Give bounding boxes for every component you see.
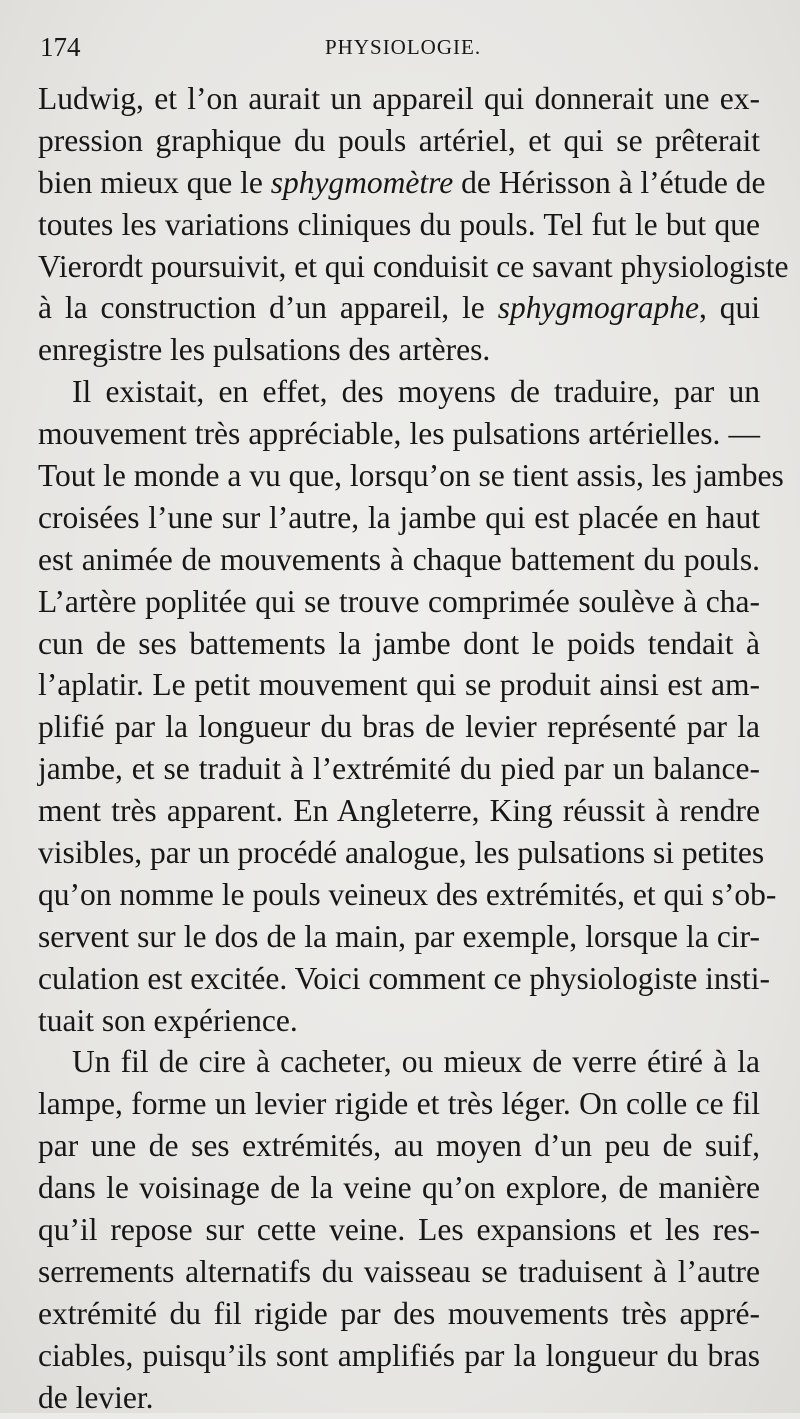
- text-run: culation est excitée. Voici comment ce physiologiste insti-: [38, 960, 770, 996]
- text-run: serrements alternatifs du vaisseau se traduisent à l’autre: [38, 1253, 760, 1289]
- text-line: [38, 162, 766, 204]
- text-run: extrémité du fil rigide par des mouvements très appré-: [38, 1295, 760, 1331]
- text-run: pression graphique du pouls artériel, et qui se prêterait: [38, 122, 760, 158]
- text-line: [38, 581, 760, 623]
- text-run: bien mieux que le: [38, 164, 271, 200]
- text-line: [38, 120, 760, 162]
- text-line: [38, 1041, 760, 1083]
- text-line: [38, 874, 777, 916]
- paragraph: [38, 371, 784, 1041]
- text-line: [38, 1251, 760, 1293]
- text-line: [38, 1377, 760, 1419]
- text-line: [38, 1125, 760, 1167]
- text-line: [38, 790, 760, 832]
- text-run: servent sur le dos de la main, par exemple, lorsque la cir-: [38, 918, 760, 954]
- paragraph: [38, 1041, 760, 1418]
- text-run: , qui: [698, 290, 760, 326]
- text-run: de levier.: [38, 1379, 154, 1415]
- text-run: ciables, puisqu’ils sont amplifiés par la longueur du bras: [38, 1337, 760, 1373]
- text-line: [38, 287, 760, 329]
- text-run: de Hérisson à l’étude de: [453, 164, 766, 200]
- text-line: [38, 1335, 760, 1377]
- text-run: L’artère poplitée qui se trouve comprimée soulève à cha-: [38, 583, 760, 619]
- body-text: [38, 78, 789, 1419]
- text-run: visibles, par un procédé analogue, les pulsations si petites: [38, 835, 765, 871]
- text-run: qu’on nomme le pouls veineux des extrémités, et qui s’ob-: [38, 876, 777, 912]
- italic-term: sphygmomètre: [270, 164, 454, 200]
- text-run: tuait son expérience.: [38, 1002, 298, 1038]
- text-run: Il existait, en effet, des moyens de traduire, par un: [72, 374, 760, 410]
- text-line: [38, 371, 760, 413]
- paragraph: [38, 78, 789, 371]
- text-line: [38, 1209, 760, 1251]
- text-line: [38, 832, 765, 874]
- text-line: [38, 78, 760, 120]
- text-line: [38, 329, 760, 371]
- text-run: Vierordt poursuivit, et qui conduisit ce savant physiologiste: [38, 248, 789, 284]
- text-line: [38, 204, 760, 246]
- text-run: plifié par la longueur du bras de levier représenté par la: [38, 709, 760, 745]
- text-run: dans le voisinage de la veine qu’on explore, de manière: [38, 1170, 760, 1206]
- text-run: Ludwig, et l’on aurait un appareil qui donnerait une ex-: [38, 81, 760, 116]
- text-run: jambe, et se traduit à l’extrémité du pied par un balance-: [38, 751, 760, 787]
- text-line: [38, 1293, 760, 1335]
- text-line: [38, 455, 784, 497]
- text-run: Tout le monde a vu que, lorsqu’on se tient assis, les jambes: [38, 458, 784, 494]
- text-line: [38, 1167, 760, 1209]
- italic-term: sphygmographe: [497, 290, 699, 326]
- text-line: [38, 413, 760, 455]
- text-line: [38, 916, 760, 958]
- text-line: [38, 664, 760, 706]
- page-number: 174: [40, 32, 81, 62]
- text-line: [38, 623, 760, 665]
- text-run: l’aplatir. Le petit mouvement qui se produit ainsi est am-: [38, 667, 760, 703]
- text-line: [38, 1000, 760, 1042]
- text-run: qu’il repose sur cette veine. Les expansions et les res-: [38, 1212, 760, 1248]
- text-run: est animée de mouvements à chaque battement du pouls.: [38, 541, 760, 577]
- text-run: mouvement très appréciable, les pulsations artérielles. —: [38, 416, 760, 452]
- text-run: lampe, forme un levier rigide et très léger. On colle ce fil: [38, 1086, 760, 1122]
- text-run: croisées l’une sur l’autre, la jambe qui est placée en haut: [38, 499, 760, 535]
- text-line: [38, 246, 789, 288]
- text-run: enregistre les pulsations des artères.: [38, 332, 491, 368]
- text-line: [38, 1083, 760, 1125]
- text-run: à la construction d’un appareil, le: [38, 290, 498, 326]
- text-run: par une de ses extrémités, au moyen d’un peu de suif,: [38, 1128, 760, 1164]
- text-line: [38, 539, 760, 581]
- text-run: ment très apparent. En Angleterre, King réussit à rendre: [38, 793, 760, 829]
- text-run: toutes les variations cliniques du pouls. Tel fut le but que: [38, 206, 760, 242]
- running-head: [40, 32, 760, 62]
- text-line: [38, 497, 760, 539]
- text-run: Un fil de cire à cacheter, ou mieux de verre étiré à la: [72, 1044, 760, 1080]
- text-line: [38, 748, 760, 790]
- text-run: cun de ses battements la jambe dont le poids tendait à: [38, 625, 760, 661]
- text-line: [38, 958, 770, 1000]
- text-line: [38, 706, 760, 748]
- running-title: PHYSIOLOGIE.: [325, 35, 482, 59]
